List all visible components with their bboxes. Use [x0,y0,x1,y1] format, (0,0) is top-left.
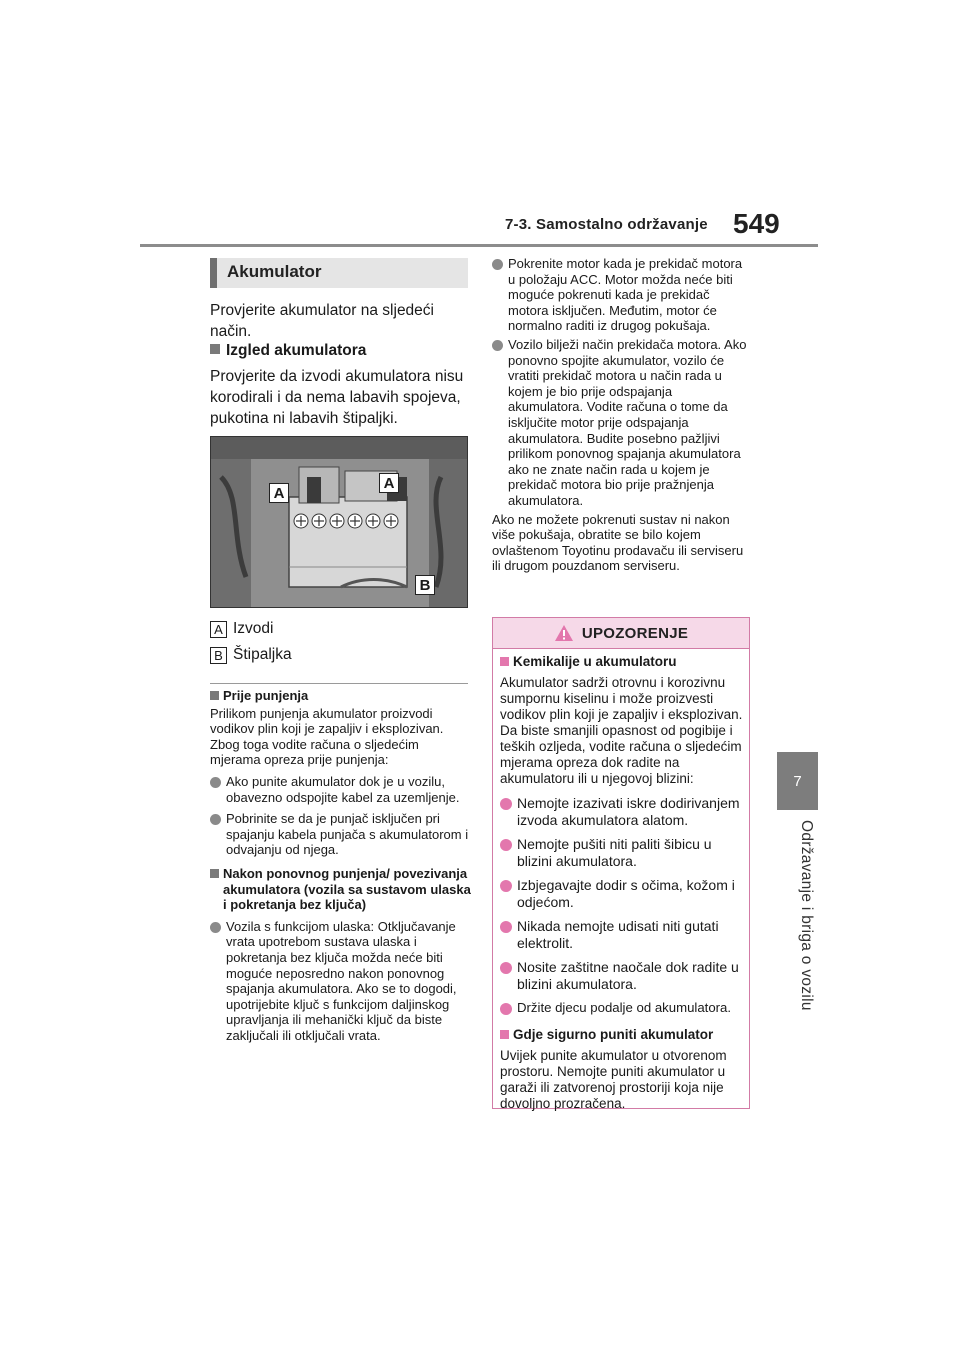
chemicals-text: Akumulator sadrži otrovnu i korozivnu sumpornu kiselinu i može proizvesti vodikov plin koji je zapaljiv i eksplozivan. Da biste smanjili opasnost od pogibije i teških ozljeda, vodite računa o sljedećim mjerama opreza dok radite na akumulatoru ili u njegovoj blizini: [500,675,743,786]
square-bullet-icon [210,869,219,878]
warning-triangle-icon [554,624,574,642]
legend-key: B [210,647,227,664]
square-bullet-icon [210,344,220,354]
before-charging-text: Prilikom punjenja akumulator proizvodi vodikov plin koji je zapaljiv i eksplozivan. Zbog toga vodite računa o sljedećim mjerama opreza prije punjenja: [210,705,444,768]
square-bullet-icon [500,1030,509,1039]
warning-title: UPOZORENJE [581,624,689,642]
legend-key: A [210,621,227,638]
section-title: Akumulator [227,262,322,281]
battery-photo [210,436,468,608]
warning-header [493,618,749,649]
legend-item-terminals [210,620,274,638]
before-charging-section [210,688,472,1043]
callout-a-right: A [379,473,399,493]
header-rule [140,244,818,247]
list-item: Pobrinite se da je punjač isključen pri spajanju kabela punjača s akumulatorom i odvajanju od njega. [210,811,472,858]
page-number: 549 [733,208,780,239]
after-charging-title: Nakon ponovnog punjenja/ povezivanja akumulatora (vozila sa sustavom ulaska i pokretanja bez ključa) [210,866,472,913]
right-column-text [492,256,750,574]
legend-label: Izvodi [233,620,274,637]
square-bullet-icon [210,691,219,700]
warning-body [500,654,744,1112]
callout-a-left: A [269,483,289,503]
restart-paragraph: Ako ne možete pokrenuti sustav ni nakon više pokušaja, obratite se bilo kojem ovlaštenom Toyotinu prodavaču ili serviseru ili drugom pouzdanom serviseru. [492,511,744,574]
chapter-title: Održavanje i briga o vozilu [798,820,815,1011]
list-item: Pokrenite motor kada je prekidač motora u položaju ACC. Motor možda neće biti moguće pokrenuti kada je prekidač motora isključen. Međutim, motor će normalno raditi iz drugog pokušaja. [492,256,750,334]
list-item: Nosite zaštitne naočale dok radite u blizini akumulatora. [500,959,744,992]
list-item: Nikada nemojte udisati niti gutati elektrolit. [500,918,744,951]
section-title-box [210,258,468,288]
list-item: Vozilo bilježi način prekidača motora. Ako ponovno spojite akumulator, vozilo će vratiti prekidač motora u način rada u kojem je bio prije odspajanja akumulatora. Vodite računa o tome da isključite motor prije odspajanja akumulatora. Budite posebno pažljivi prilikom ponovnog spajanja akumulatora ako ne znate način rada u kojem je prekidač motora bio prije pražnjenja akumulatora. [492,337,750,509]
subheading-appearance: Izgled akumulatora [210,342,366,360]
before-charging-title: Prije punjenja [210,688,472,704]
list-item: Nemojte pušiti niti paliti šibicu u blizini akumulatora. [500,836,744,869]
square-bullet-icon [500,657,509,666]
list-item: Ako punite akumulator dok je u vozilu, obavezno odspojite kabel za uzemljenje. [210,774,472,805]
divider [210,683,468,684]
chemicals-title: Kemikalije u akumulatoru [500,654,744,670]
legend-item-clamp [210,646,292,664]
list-item: Vozila s funkcijom ulaska: Otključavanje vrata upotrebom sustava ulaska i pokretanja bez ključa možda neće biti moguće neposredno nakon ponovnog spajanja akumulatora. Ako se to dogodi, upotrijebite ključ s funkcijom daljinskog upravljanja ili mehanički ključ da biste zaključali ili otključali vrata. [210,919,472,1044]
list-item: Držite djecu podalje od akumulatora. [500,1000,744,1017]
list-item: Nemojte izazivati iskre dodirivanjem izvoda akumulatora alatom. [500,795,744,828]
appearance-text: Provjerite da izvodi akumulatora nisu korodirali i da nema labavih spojeva, pukotina ni labavih štipaljki. [210,368,464,427]
section-heading: 7-3. Samostalno održavanje [505,216,708,233]
list-item: Izbjegavajte dodir s očima, kožom i odjećom. [500,877,744,910]
intro-text: Provjerite akumulator na sljedeći način. [210,302,434,340]
warning-box [492,617,750,1109]
safe-charging-title: Gdje sigurno puniti akumulator [500,1027,744,1043]
safe-charging-text: Uvijek punite akumulator u otvorenom prostoru. Nemojte puniti akumulator u garaži ili zatvorenoj prostoriji koja nije dovoljno prozračena. [500,1047,727,1111]
callout-b: B [415,575,435,595]
chapter-tab: 7 [777,752,818,810]
legend-label: Štipaljka [233,646,292,663]
